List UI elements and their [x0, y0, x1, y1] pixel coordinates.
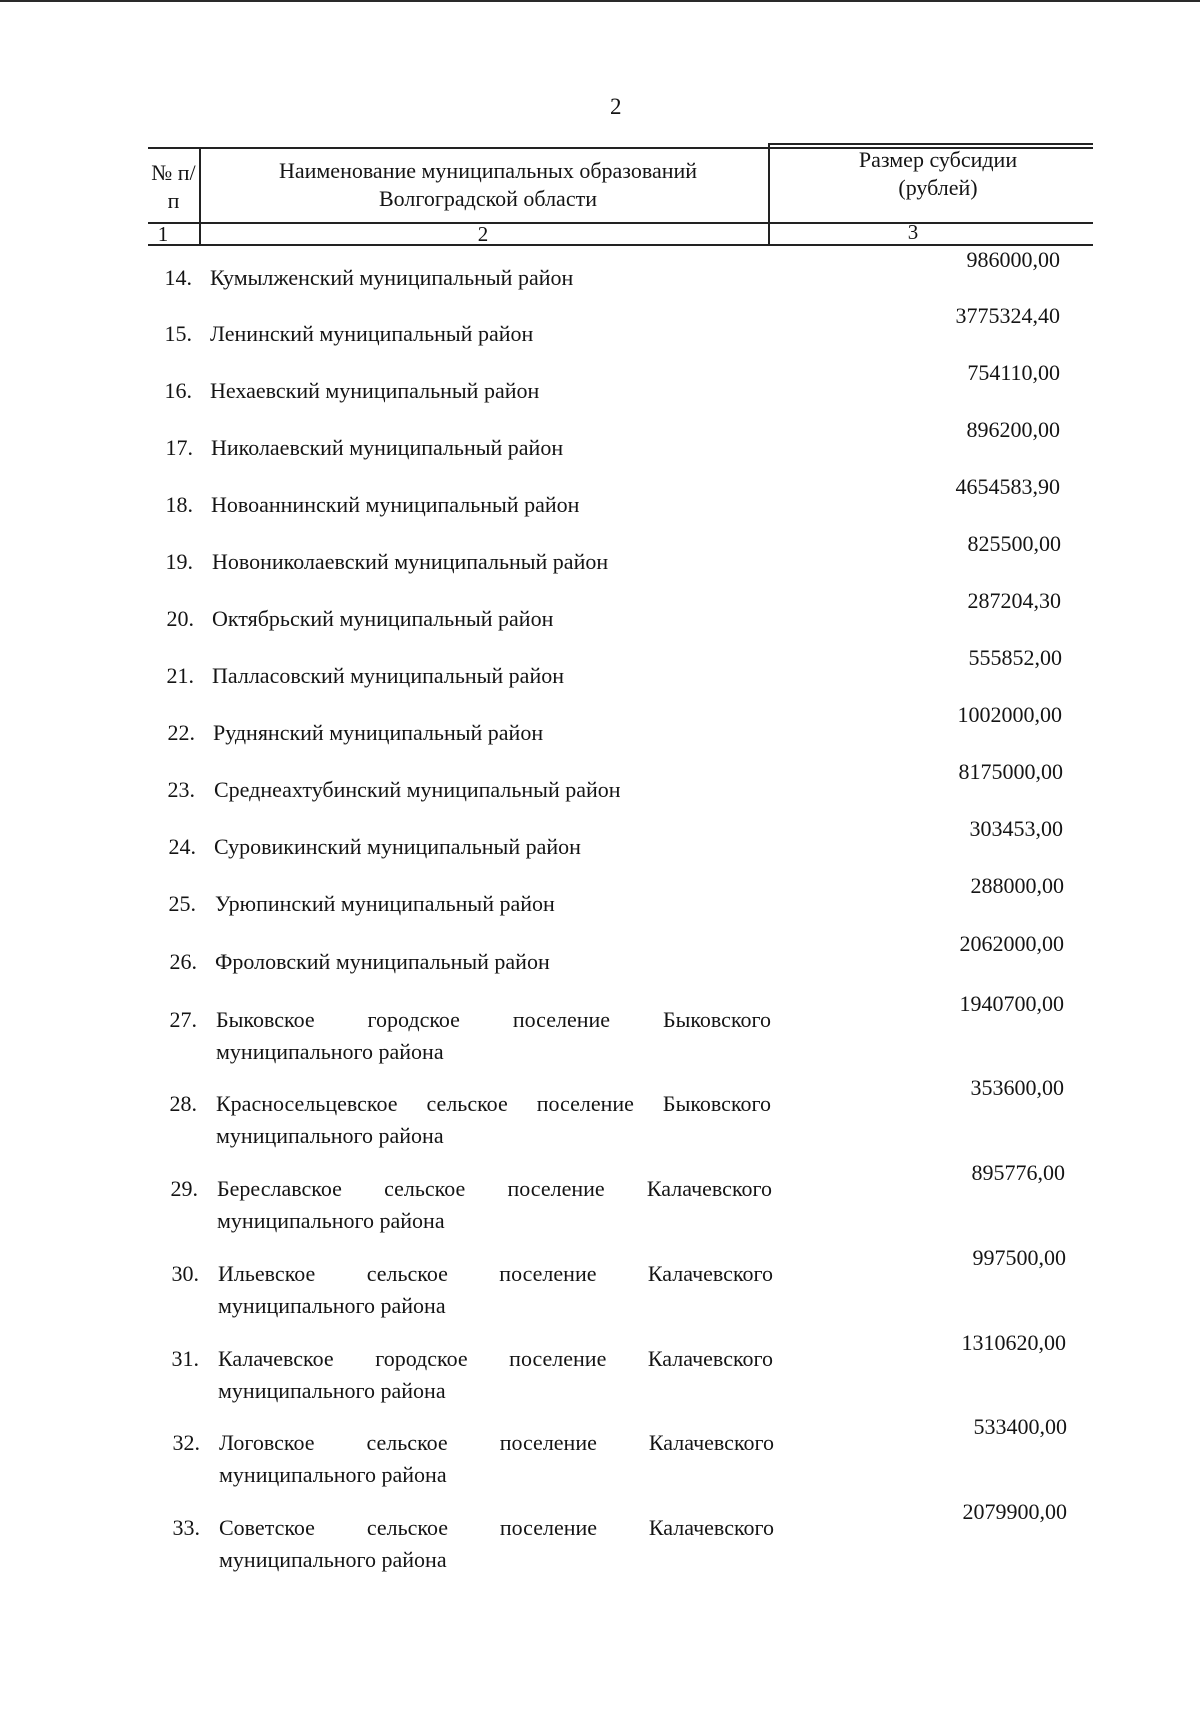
header-top-border-right	[768, 143, 1093, 145]
row-number: 14.	[164, 265, 192, 290]
row-amount: 825500,00	[967, 531, 1061, 556]
row-number: 15.	[164, 321, 192, 346]
row-name-line2: муниципального района	[219, 1547, 447, 1572]
row-number: 25.	[168, 891, 196, 916]
row-number: 23.	[167, 777, 195, 802]
row-amount: 3775324,40	[955, 303, 1060, 328]
row-name: Среднеахтубинский муниципальный район	[214, 777, 621, 802]
row-amount: 287204,30	[967, 588, 1061, 613]
row-name-line2: муниципального района	[219, 1462, 447, 1487]
row-name	[217, 1173, 772, 1237]
header-index-2: 2	[477, 222, 489, 246]
row-name	[219, 1427, 774, 1491]
header-col-divider-2	[768, 145, 770, 245]
row-number: 22.	[167, 720, 195, 745]
row-amount: 8175000,00	[958, 759, 1063, 784]
row-amount: 1310620,00	[961, 1330, 1066, 1355]
header-index-1: 1	[157, 222, 169, 246]
row-name-line1: Логовское сельское поселение Калачевского	[219, 1430, 774, 1455]
row-name-line1: Калачевское городское поселение Калачевского	[218, 1346, 773, 1371]
row-amount: 1940700,00	[959, 991, 1064, 1016]
row-name	[218, 1343, 773, 1407]
header-index-3: 3	[907, 220, 919, 244]
page-number: 2	[610, 94, 622, 119]
row-name	[216, 1088, 771, 1152]
header-col-name: Наименование муниципальных образований Волгоградской области	[278, 158, 698, 211]
row-number: 27.	[169, 1007, 197, 1032]
row-name-line1: Советское сельское поселение Калачевского	[219, 1515, 774, 1540]
row-number: 32.	[172, 1430, 200, 1455]
header-col-number: № п/п	[151, 160, 196, 213]
row-name	[216, 1004, 771, 1068]
row-name: Новониколаевский муниципальный район	[212, 549, 609, 574]
row-name-line2: муниципального района	[218, 1378, 446, 1403]
row-name: Руднянский муниципальный район	[213, 720, 544, 745]
row-amount: 1002000,00	[957, 702, 1062, 727]
row-amount: 896200,00	[966, 417, 1060, 442]
row-number: 24.	[168, 834, 196, 859]
row-name	[219, 1512, 774, 1576]
row-amount: 2062000,00	[959, 931, 1064, 956]
row-number: 33.	[172, 1515, 200, 1540]
row-name-line1: Береславское сельское поселение Калачевского	[217, 1176, 772, 1201]
row-name-line2: муниципального района	[216, 1039, 444, 1064]
row-number: 29.	[170, 1176, 198, 1201]
row-amount: 288000,00	[970, 873, 1064, 898]
row-amount: 303453,00	[969, 816, 1063, 841]
row-amount: 2079900,00	[962, 1499, 1067, 1524]
row-amount: 4654583,90	[955, 474, 1060, 499]
row-amount: 533400,00	[973, 1414, 1067, 1439]
header-col-amount: Размер субсидии (рублей)	[858, 147, 1018, 200]
row-number: 18.	[165, 492, 193, 517]
row-number: 20.	[166, 606, 194, 631]
scan-edge-line	[0, 0, 1200, 2]
row-name-line2: муниципального района	[217, 1208, 445, 1233]
row-amount: 754110,00	[967, 360, 1060, 385]
row-number: 31.	[171, 1346, 199, 1371]
row-amount: 353600,00	[970, 1075, 1064, 1100]
row-number: 30.	[171, 1261, 199, 1286]
row-number: 26.	[169, 949, 197, 974]
row-name: Нехаевский муниципальный район	[210, 378, 540, 403]
table-header	[148, 143, 1093, 246]
row-name: Фроловский муниципальный район	[215, 949, 550, 974]
row-amount: 986000,00	[966, 247, 1060, 272]
row-name-line1: Ильевское сельское поселение Калачевского	[218, 1261, 773, 1286]
row-name: Новоаннинский муниципальный район	[211, 492, 580, 517]
row-name: Урюпинский муниципальный район	[215, 891, 555, 916]
row-amount: 555852,00	[968, 645, 1062, 670]
row-name: Суровикинский муниципальный район	[214, 834, 581, 859]
row-name: Октябрьский муниципальный район	[212, 606, 554, 631]
row-name	[218, 1258, 773, 1322]
row-amount: 895776,00	[971, 1160, 1065, 1185]
row-name-line2: муниципального района	[218, 1293, 446, 1318]
row-number: 21.	[166, 663, 194, 688]
row-name: Кумылженский муниципальный район	[210, 265, 574, 290]
header-col-divider-1	[199, 147, 201, 245]
header-mid-border	[148, 222, 1093, 224]
row-name-line2: муниципального района	[216, 1123, 444, 1148]
row-name: Ленинский муниципальный район	[210, 321, 534, 346]
row-amount: 997500,00	[972, 1245, 1066, 1270]
row-number: 19.	[165, 549, 193, 574]
row-number: 16.	[164, 378, 192, 403]
row-number: 28.	[169, 1091, 197, 1116]
row-name-line1: Красносельцевское сельское поселение Быковского	[216, 1091, 771, 1116]
row-number: 17.	[165, 435, 193, 460]
row-name: Николаевский муниципальный район	[211, 435, 564, 460]
row-name: Палласовский муниципальный район	[212, 663, 564, 688]
row-name-line1: Быковское городское поселение Быковского	[216, 1007, 771, 1032]
